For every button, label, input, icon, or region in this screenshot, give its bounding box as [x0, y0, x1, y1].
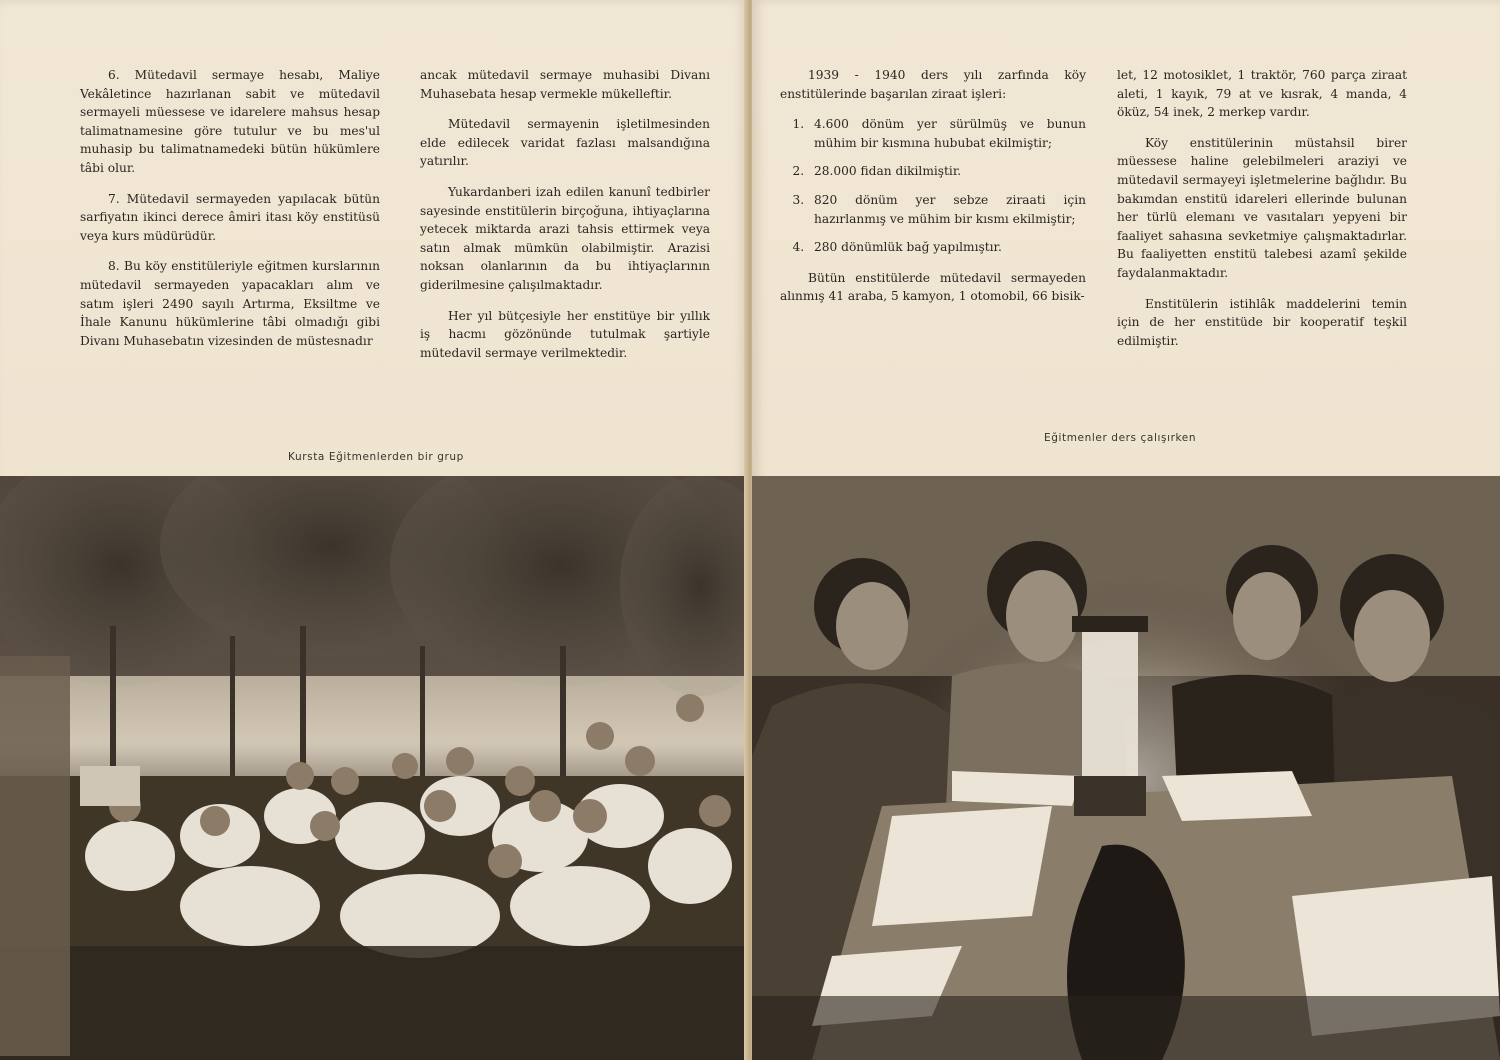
list-item: 3. 820 dönüm yer sebze ziraati için hazırlanmış ve mühim bir kısmı ekilmiştir; [808, 191, 1086, 228]
photo-caption-right: Eğitmenler ders çalışırken [1044, 432, 1197, 444]
photo-caption-left: Kursta Eğitmenlerden bir grup [288, 451, 464, 463]
paragraph: Bütün enstitülerde mütedavil sermayeden alınmış 41 araba, 5 kamyon, 1 otomobil, 66 bisik- [780, 270, 1086, 304]
study-photo [752, 476, 1500, 1060]
group-photo [0, 476, 745, 1060]
list-item: 2. 28.000 fidan dikilmiştir. [808, 162, 1086, 181]
paragraph: Enstitülerin istihlâk maddelerini temin için de her enstitüde bir kooperatif teşkil edilmiştir. [1117, 296, 1407, 348]
paragraph: Köy enstitülerinin müstahsil birer müessese haline gelebilmeleri araziyi ve mütedavil sermayeyi işletmelerine bağlıdır. Bu bakımdan enstitü idareleri ellerinde bulunan her türlü elemanı ve vasıtaları yepyeni bir faaliyet sahasına sevketmiye çalışmaktadırlar. Bu faaliyetten enstitü talebesi azamî şekilde faydalanmaktadır. [1117, 135, 1407, 280]
list-item: 1. 4.600 dönüm yer sürülmüş ve bunun mühim bir kısmına hububat ekilmiştir; [808, 115, 1086, 152]
agriculture-list [780, 115, 1086, 257]
left-page-column-2 [420, 66, 710, 374]
left-page [0, 0, 748, 1060]
paragraph: 6. Mütedavil sermaye hesabı, Maliye Vekâletince hazırlanan sabit ve mütedavil sermayeli müessese ve idarelere mahsus hesap talimatnamesine göre tutulur ve bu mes'ul muhasip bu talimatnamedeki bütün hükümlere tâbi olur. [80, 68, 380, 175]
paragraph: 1939 - 1940 ders yılı zarfında köy enstitülerinde başarılan ziraat işleri: [780, 68, 1086, 101]
right-page-column-1 [780, 66, 1086, 318]
paragraph: let, 12 motosiklet, 1 traktör, 760 parça ziraat aleti, 1 kayık, 79 at ve kısrak, 4 manda, 4 öküz, 54 inek, 2 merkep vardır. [1117, 68, 1407, 120]
paragraph: ancak mütedavil sermaye muhasibi Divanı Muhasebata hesap vermekle mükelleftir. [420, 68, 710, 101]
list-item: 4. 280 dönümlük bağ yapılmıştır. [808, 238, 1086, 257]
paragraph: 8. Bu köy enstitüleriyle eğitmen kurslarının mütedavil sermayeden yapacakları alım ve satım işleri 2490 sayılı Artırma, Eksiltme ve İhale Kanunu hükümlerine tâbi olmadığı gibi Divanı Muhasebatın vizesinden de müstesnadır [80, 259, 380, 348]
oil-lamp-icon [1072, 616, 1148, 816]
paragraph: 7. Mütedavil sermayeden yapılacak bütün sarfiyatın ikinci derece âmiri itası köy enstitüsü veya kurs müdürüdür. [80, 191, 380, 243]
group-photo-illustration [0, 476, 745, 1060]
paragraph: Her yıl bütçesiyle her enstitüye bir yıllık iş hacmı gözönünde tutulmak şartiyle mütedavil sermaye verilmektedir. [420, 308, 710, 360]
study-photo-illustration [752, 476, 1500, 1060]
right-page-column-2 [1117, 66, 1407, 362]
paragraph: Yukardanberi izah edilen kanunî tedbirler sayesinde enstitülerin birçoğuna, ihtiyaçlarına yetecek miktarda arazi tahsis ettirmek veya satın almak mümkün olabilmiştir. Arazisi noksan olanlarının da bu ihtiyaçlarının giderilmesine çalışılmaktadır. [420, 184, 710, 292]
left-page-column-1 [80, 66, 380, 362]
paragraph: Mütedavil sermayenin işletilmesinden elde edilecek varidat fazlası malsandığına yatırılır. [420, 117, 710, 169]
